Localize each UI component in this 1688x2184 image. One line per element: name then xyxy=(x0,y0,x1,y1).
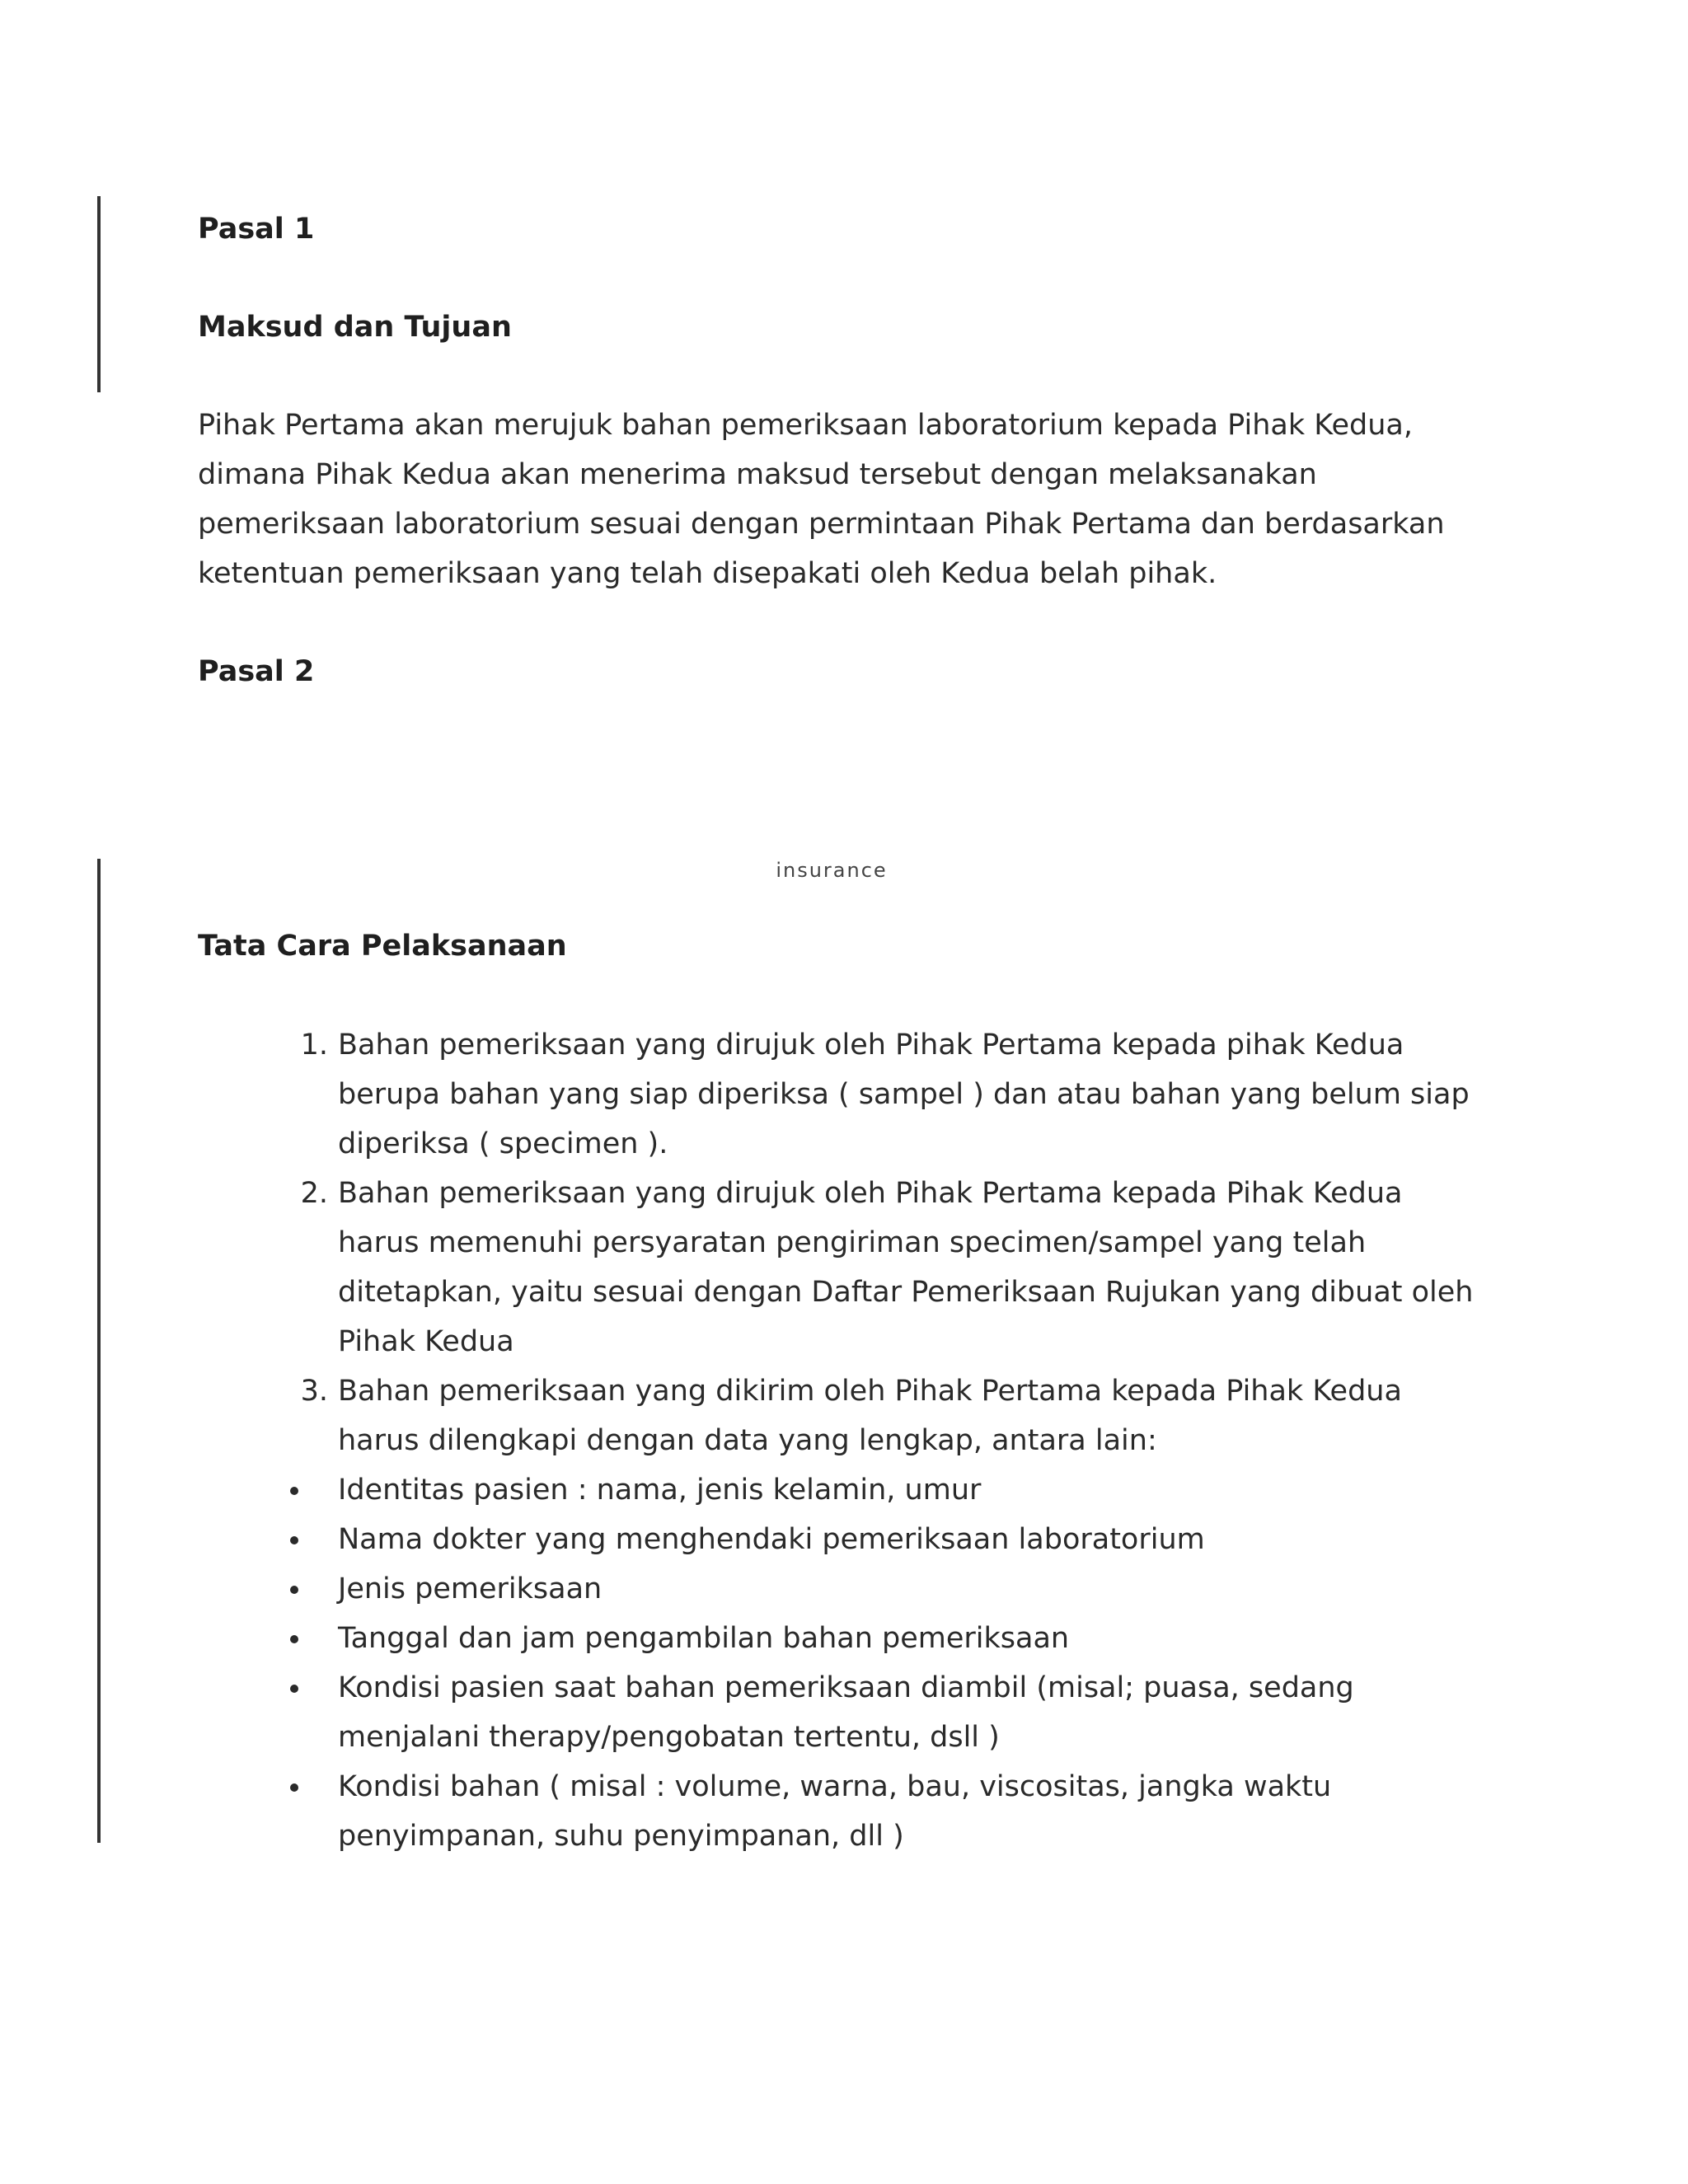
list-number: 3. xyxy=(300,1375,328,1408)
list-item-line: penyimpanan, suhu penyimpanan, dll ) xyxy=(338,1820,904,1853)
watermark-text: insurance xyxy=(776,859,888,882)
list-item-line: Pihak Kedua xyxy=(338,1325,514,1358)
section-1-title: Maksud dan Tujuan xyxy=(198,311,512,344)
list-item-line: Jenis pemeriksaan xyxy=(338,1572,603,1605)
pasal-2-label: Pasal 2 xyxy=(198,655,315,688)
bullet-icon xyxy=(290,1635,298,1643)
change-bar-bottom xyxy=(97,859,101,1843)
list-item xyxy=(272,1564,1492,1614)
section-1-title-block xyxy=(198,311,1482,344)
pasal-1-label: Pasal 1 xyxy=(198,213,315,246)
list-item-line: Tanggal dan jam pengambilan bahan pemeriksaan xyxy=(338,1622,1070,1655)
list-item-line: Bahan pemeriksaan yang dirujuk oleh Pihak Pertama kepada pihak Kedua xyxy=(338,1029,1404,1062)
list-item-line: Kondisi bahan ( misal : volume, warna, bau, viscositas, jangka waktu xyxy=(338,1770,1332,1803)
paragraph-line: ketentuan pemeriksaan yang telah disepakati oleh Kedua belah pihak. xyxy=(198,557,1217,590)
bullet-icon xyxy=(290,1783,298,1792)
list-item-line: Nama dokter yang menghendaki pemeriksaan laboratorium xyxy=(338,1523,1205,1556)
procedure-list xyxy=(272,1020,1492,1861)
bullet-icon xyxy=(290,1487,298,1495)
pasal-1-label-block xyxy=(198,213,1482,246)
list-number: 1. xyxy=(300,1029,328,1062)
list-item xyxy=(272,1465,1492,1515)
list-item-line: ditetapkan, yaitu sesuai dengan Daftar Pemeriksaan Rujukan yang dibuat oleh xyxy=(338,1276,1474,1309)
list-item-line: harus dilengkapi dengan data yang lengkap, antara lain: xyxy=(338,1424,1157,1457)
paragraph-line: pemeriksaan laboratorium sesuai dengan permintaan Pihak Pertama dan berdasarkan xyxy=(198,508,1445,541)
list-number: 2. xyxy=(300,1177,328,1210)
list-item-line: harus memenuhi persyaratan pengiriman specimen/sampel yang telah xyxy=(338,1226,1367,1259)
list-item-line: Bahan pemeriksaan yang dirujuk oleh Pihak Pertama kepada Pihak Kedua xyxy=(338,1177,1403,1210)
list-item-line: berupa bahan yang siap diperiksa ( sampel ) dan atau bahan yang belum siap xyxy=(338,1078,1470,1111)
bullet-icon xyxy=(290,1536,298,1544)
list-item-line: Bahan pemeriksaan yang dikirim oleh Pihak Pertama kepada Pihak Kedua xyxy=(338,1375,1402,1408)
list-item xyxy=(272,1366,1492,1465)
list-item xyxy=(272,1614,1492,1663)
paragraph-line: dimana Pihak Kedua akan menerima maksud tersebut dengan melaksanakan xyxy=(198,458,1317,491)
bullet-icon xyxy=(290,1586,298,1594)
list-item xyxy=(272,1663,1492,1762)
bullet-icon xyxy=(290,1685,298,1693)
section-1-paragraph xyxy=(198,401,1482,598)
list-item xyxy=(272,1762,1492,1861)
list-item-line: menjalani therapy/pengobatan tertentu, dsll ) xyxy=(338,1721,1000,1754)
section-2-title-block xyxy=(198,930,1482,963)
change-bar-top xyxy=(97,196,101,392)
section-2-title: Tata Cara Pelaksanaan xyxy=(198,930,567,963)
list-item xyxy=(272,1515,1492,1564)
list-item-line: diperiksa ( specimen ). xyxy=(338,1127,668,1160)
list-item xyxy=(272,1020,1492,1169)
list-item xyxy=(272,1169,1492,1366)
list-item-line: Identitas pasien : nama, jenis kelamin, umur xyxy=(338,1474,982,1507)
paragraph-line: Pihak Pertama akan merujuk bahan pemeriksaan laboratorium kepada Pihak Kedua, xyxy=(198,409,1413,442)
pasal-2-label-block xyxy=(198,655,1482,688)
list-item-line: Kondisi pasien saat bahan pemeriksaan diambil (misal; puasa, sedang xyxy=(338,1671,1354,1704)
